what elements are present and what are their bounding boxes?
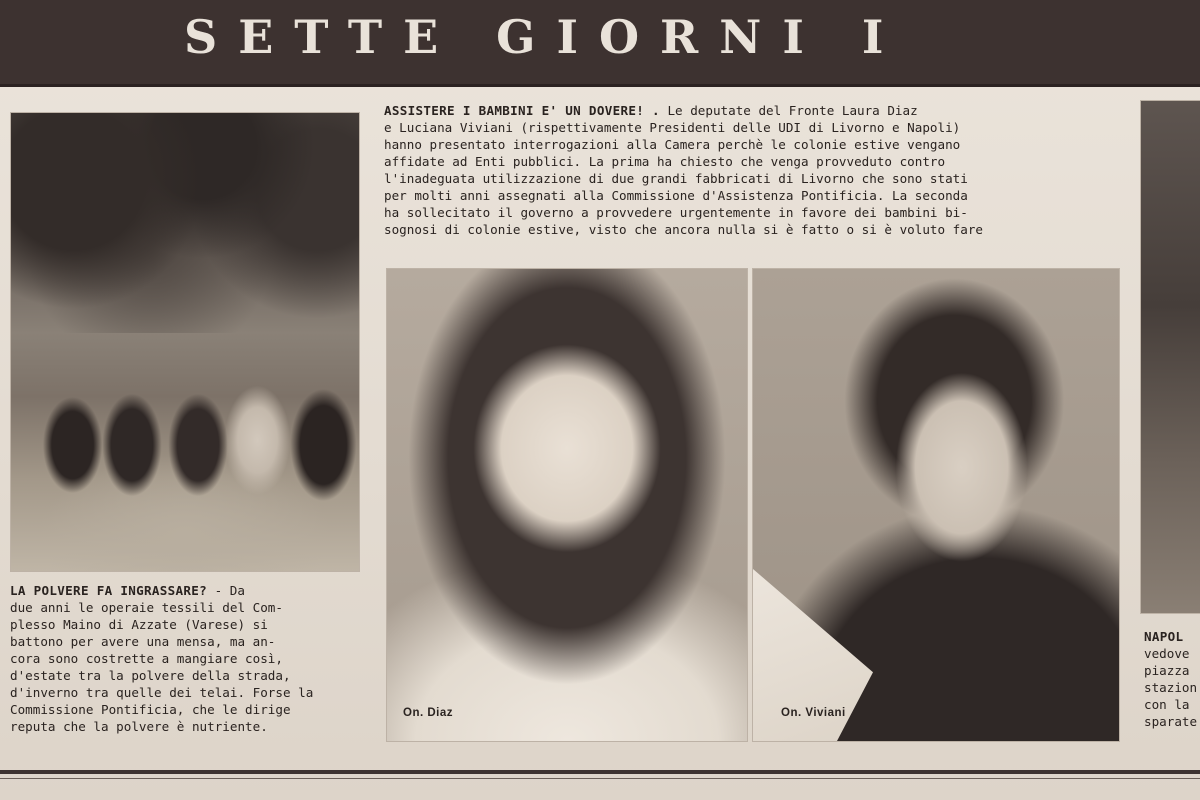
portrait-diaz [386, 268, 748, 742]
article-headline: LA POLVERE FA INGRASSARE? [10, 583, 208, 598]
article-first-line [10, 582, 362, 599]
article-headline: ASSISTERE I BAMBINI E' UN DOVERE! . [384, 103, 660, 118]
article-line: hanno presentato interrogazioni alla Camera perchè le colonie estive vengano [384, 137, 961, 152]
photo-workers-outdoors [10, 112, 360, 572]
photo-crowd-cropped [1140, 100, 1200, 614]
article-line: per molti anni assegnati alla Commissione d'Assistenza Pontificia. La seconda [384, 188, 968, 203]
article-line: Commissione Pontificia, che le dirige [10, 702, 291, 717]
article-line: plesso Maino di Azzate (Varese) si [10, 617, 268, 632]
masthead-band [0, 0, 1200, 87]
article-first-line-text: Le deputate del Fronte Laura Diaz [667, 103, 918, 118]
article-line: cora sono costrette a mangiare così, [10, 651, 283, 666]
article-line: affidate ad Enti pubblici. La prima ha chiesto che venga provveduto contro [384, 154, 946, 169]
article-assistere-bambini [384, 102, 1124, 238]
seated-women-shape [33, 373, 360, 533]
article-line: con la [1144, 697, 1190, 712]
article-line: due anni le operaie tessili del Com- [10, 600, 283, 615]
article-line: reputa che la polvere è nutriente. [10, 719, 268, 734]
article-line: stazion [1144, 680, 1198, 695]
article-first-line-text: - Da [207, 583, 245, 598]
masthead-title: SETTE GIORNI I [184, 10, 905, 64]
article-line: d'inverno tra quelle dei telai. Forse la [10, 685, 314, 700]
article-line: sparate [1144, 714, 1198, 729]
article-line: sognosi di colonie estive, visto che ancora nulla si è fatto o si è voluto fare [384, 222, 983, 237]
article-line: ha sollecitato il governo a provvedere urgentemente in favore dei bambini bi- [384, 205, 968, 220]
article-napoli-cropped [1144, 628, 1200, 730]
article-first-line [384, 102, 1124, 119]
article-headline: NAPOL [1144, 629, 1184, 644]
caption-diaz: On. Diaz [403, 707, 454, 719]
portrait-viviani [752, 268, 1120, 742]
article-line: battono per avere una mensa, ma an- [10, 634, 276, 649]
article-line: d'estate tra la polvere della strada, [10, 668, 291, 683]
article-line: vedove [1144, 646, 1190, 661]
bottom-rule [0, 770, 1200, 774]
caption-viviani: On. Viviani [781, 707, 846, 719]
article-polvere [10, 582, 362, 735]
article-line: l'inadeguata utilizzazione di due grandi fabbricati di Livorno che sono stati [384, 171, 968, 186]
trees-shape [11, 113, 359, 333]
article-line: piazza [1144, 663, 1190, 678]
bottom-rule-thin [0, 778, 1200, 779]
article-line: e Luciana Viviani (rispettivamente Presidenti delle UDI di Livorno e Napoli) [384, 120, 961, 135]
